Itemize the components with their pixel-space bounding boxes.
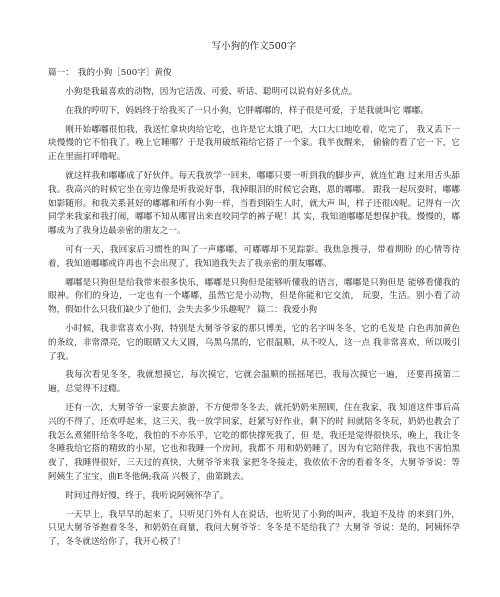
paragraph: 一天早上，我早早的起来了，只听见门外有人在说话，也听见了小狗的叫声，我迫不及待 的来到门外，只见大舅爷爷抱着冬冬，和奶奶在商量，我问大舅爷爷：冬冬是不是给我了？大舅爷 爷说：是的，阿姨怀孕了，冬冬就送给你了，我开心极了！ [48,509,460,548]
section-label: 篇一： [48,68,74,78]
paragraph: 小狗是我最喜欢的动物，因为它活泼、可爱、听话、聪明可以说有好多优点。 [65,87,358,97]
paragraph: 就这样我和嘟嘟成了好伙伴。每天我放学一回来，嘟嘟只要一听到我的脚步声，就连忙跑 过来用舌头舔我。我高兴的时候它坐在旁边像是听我说好事，我掉眼泪的时候它会跑，恩的嘟嘟。 跟我一起玩耍时，嘟嘟如影随形。和我关系甚好的嘟嘟和所有小狗一样，当看到陌生人时，就大声 叫，样子还很凶呢。记得有一次同学来我家和我打闹，嘟嘟不知从哪冒出来直咬同学的裤子呢！其 实，我知道嘟嘟是想保护我。慢慢的，嘟嘟成为了我身边最亲密的朋友之一。 [48,170,460,237]
paragraph: 在我的哼叨下，妈妈终于给我买了一只小狗，它胖嘟嘟的，样子很是可爱，于是我就叫它 嘟嘟。 [65,105,429,116]
paragraph: 我每次看见冬冬，我就想摸它，每次摸它，它就会温顺的摇摇尾巴，我每次摸它一遍， 还要再摸第二遍，总觉得不过瘾。 [48,370,460,395]
paragraph: 刚开始嘟嘟很怕我，我送忙拿块肉给它吃，也许是它太饿了吧，大口大口地吃着，吃完了， 我又丢下一块慢慢的它不怕我了。晚上它睡哪？于是我用破纸箱给它搭了一个家。我半夜醒来， 偷偷的看了它一下，它正在里面打呼噜呢。 [48,124,460,163]
paragraph: 嘟嘟是只狗但是给我带来很多快乐，嘟嘟是只狗但是能够听懂我的语言，嘟嘟是只狗但是 能够看懂我的眼神。你们的身边，一定也有一个嘟嘟，虽然它是小动物，但是你能和它交流， 玩耍，生活。别小看了动物，假如什么只我们缺少了他们，会失去多少乐趣呢？ 篇二：我爱小狗 [48,277,460,316]
paragraph: 小时候，我非常喜欢小狗，特别是大舅爷爷家的那只博美，它的名字叫冬冬，它的毛发是 白色再加黄色的条纹，非常漂亮，它的眼睛又大又圆，乌黑乌黑的，它很温顺，从不咬人，这一点 我非常喜欢，所以吸引了我。 [48,323,460,362]
section-title: 我的小狗［500字］黄俊 [77,68,172,78]
section-heading [48,67,460,80]
document-title: 写小狗的作文500字 [211,41,297,52]
paragraph: 时间过得好慢，终于，我听说阿姨怀孕了。 [65,490,229,501]
paragraph: 可有一天，我回家后习惯性的叫了一声嘟嘟，可嘟嘟却不见踪影。我焦急搜寻，带着期盼 的心情等待着，我知道嘟嘟或许再也不会出现了，我知道我失去了我亲密的朋友嘟嘟。 [48,244,460,269]
paragraph: 还有一次，大舅爷爷一家要去旅游，不方便带冬冬去，就托奶奶来照顾，住在我家，我 知道这件事后高兴的不得了，还欢呼起来，这三天，我一放学回家，赶紧写好作业，剩下的时 间就陪冬冬玩，奶奶也教会了我怎么煮猪肝给冬冬吃，我怕的不亦乐乎，它吃的都快撑死我了，但 是，我还是觉得很快乐，晚上，我让冬冬睡我给它搭的精致的小屋，它也和我睡一个房间，我都不 用和奶奶睡了，因为有它陪伴我，我也不害怕黑夜了，我睡得很好，三天过的真快，大舅爷爷来我 家把冬冬接走，我依依不舍的看着冬冬，大舅爷爷说：等阿姨生了宝宝，曲E冬他俩;我高 兴极了，曲第跳去。 [48,402,460,482]
